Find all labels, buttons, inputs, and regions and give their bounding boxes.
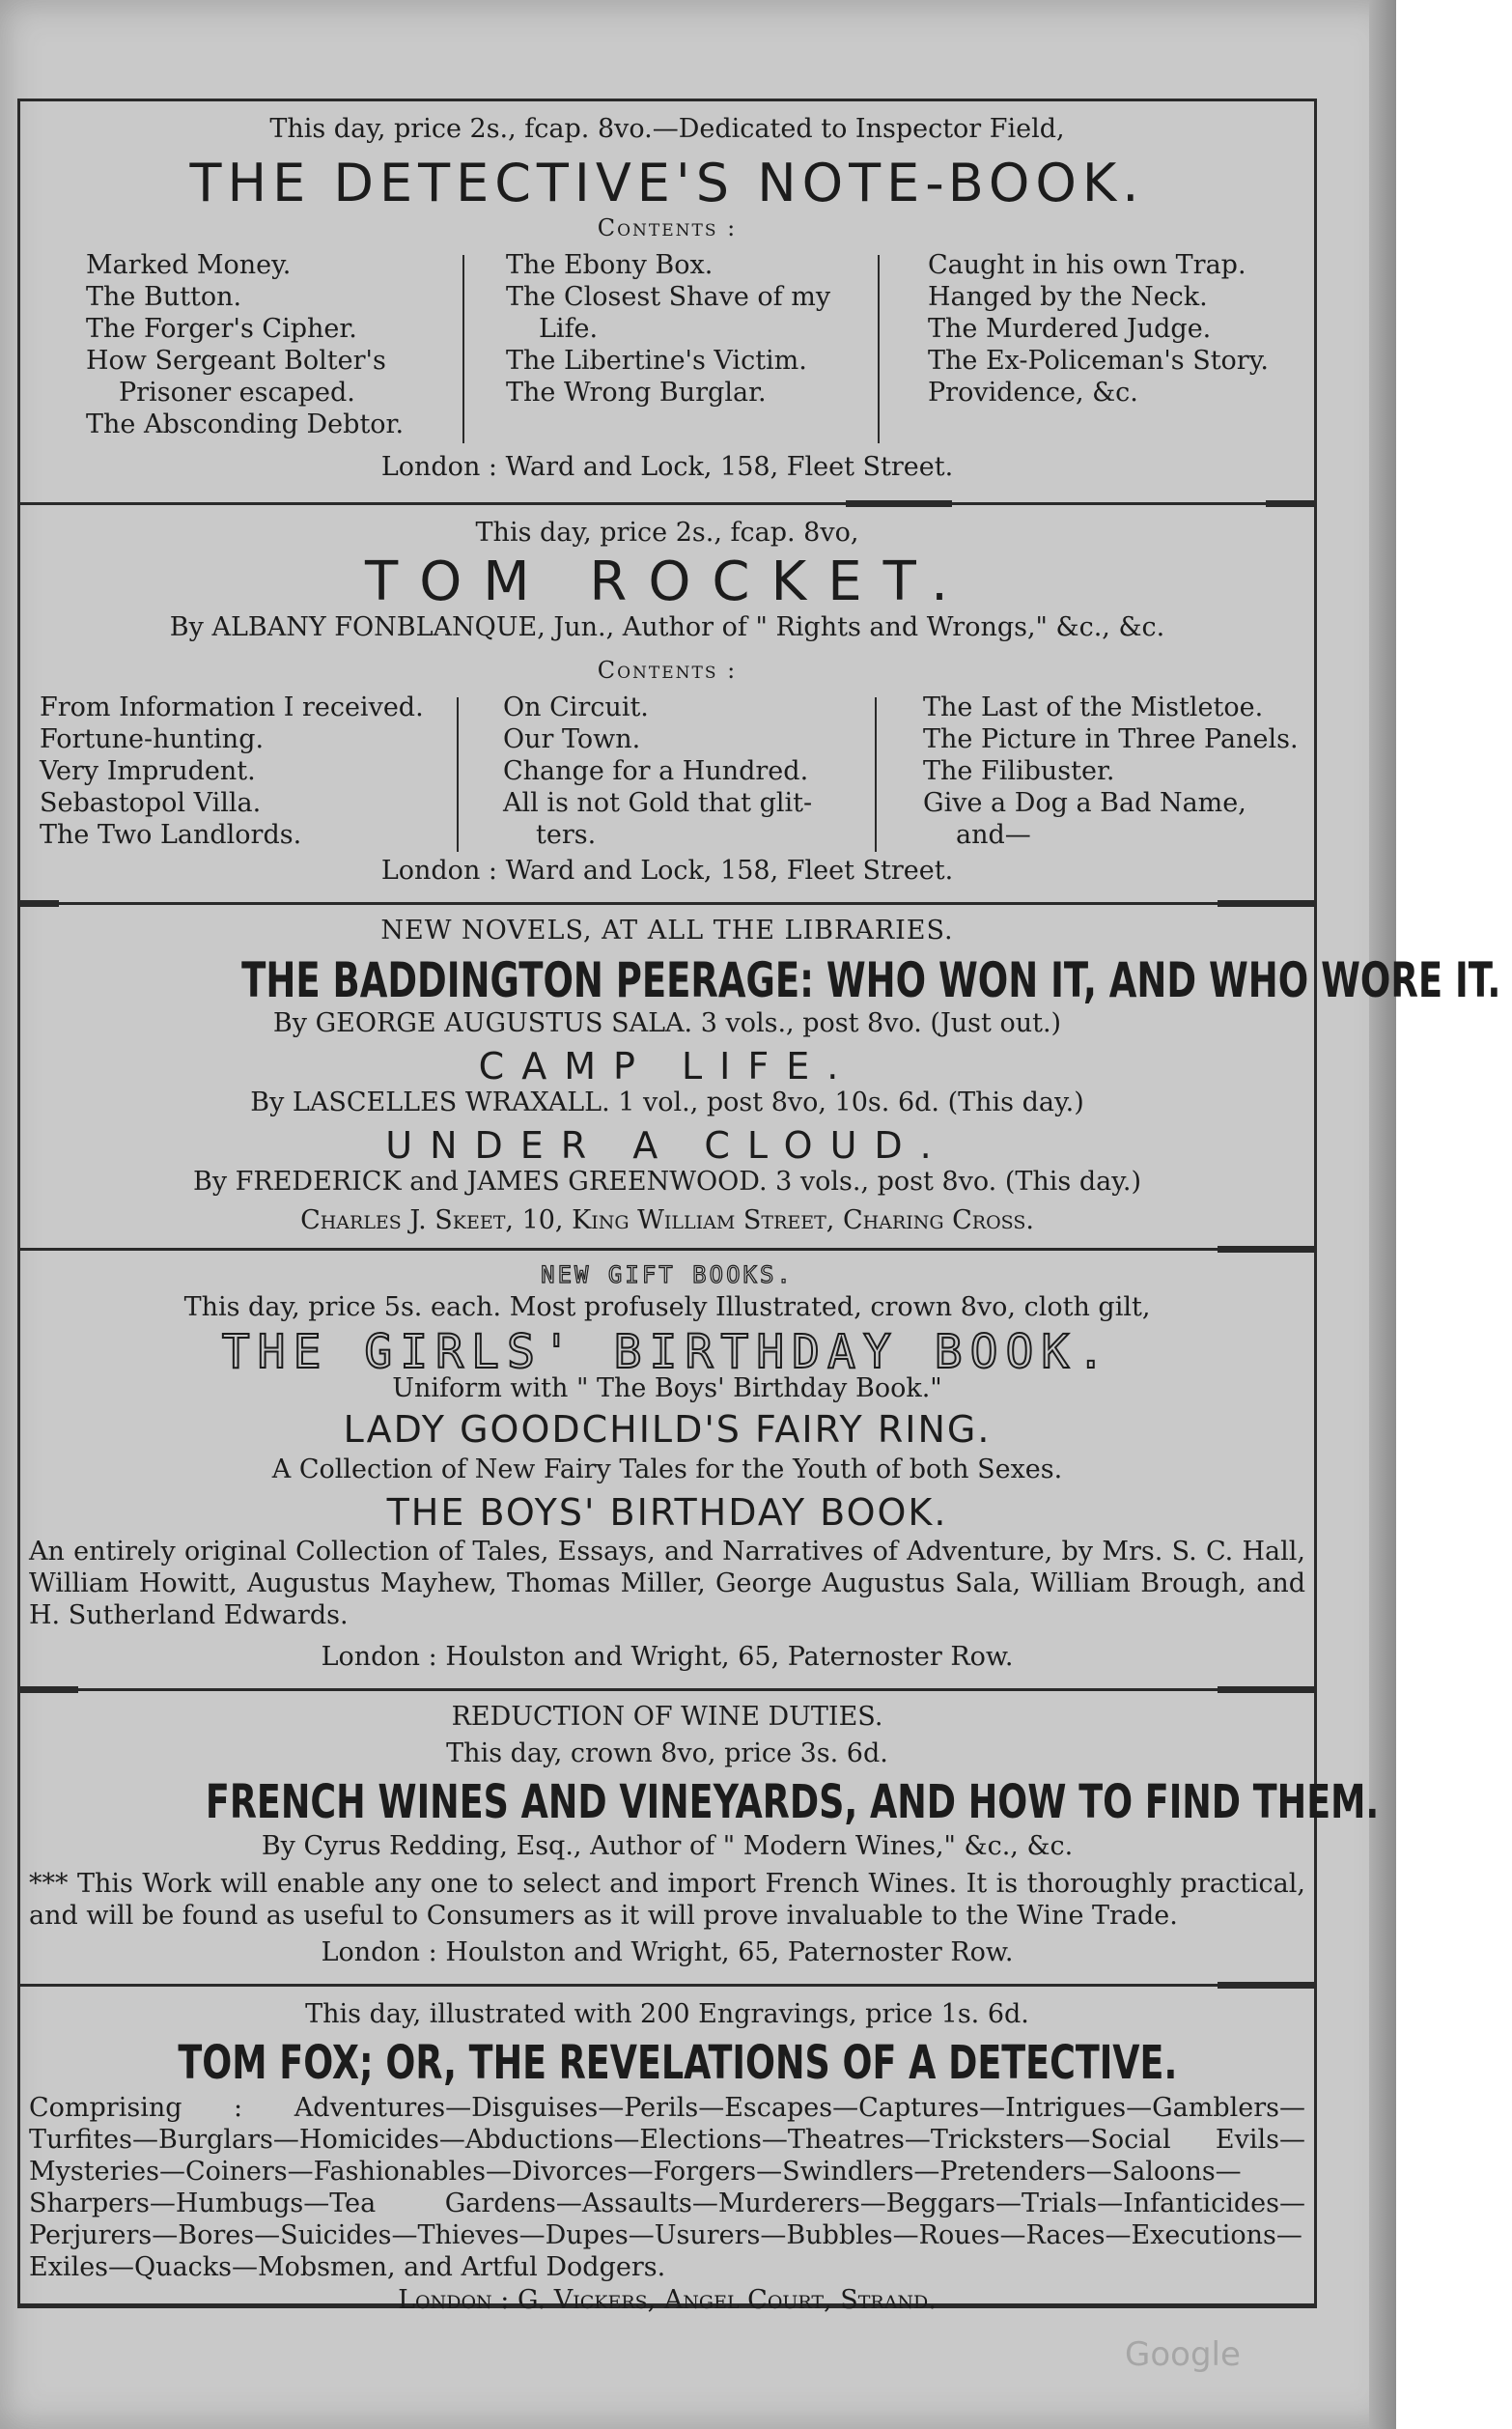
list-item: The Two Landlords. [40,820,302,850]
list-item: How Sergeant Bolter's [86,346,386,376]
section-divider [20,902,1314,905]
list-item: From Information I received. [40,692,424,722]
column-divider [878,255,880,443]
ad6-title: TOM FOX; OR, THE REVELATIONS OF A DETECTIVE. [178,2036,1178,2090]
list-item: Marked Money. [86,250,292,280]
ad2-byline: By ALBANY FONBLANQUE, Jun., Author of " Rights and Wrongs," &c., &c. [169,612,1165,642]
list-item: The Wrong Burglar. [506,378,767,408]
ad1-title: THE DETECTIVE'S NOTE-BOOK. [189,153,1145,213]
list-item: Sebastopol Villa. [40,788,262,818]
ad2-intro: This day, price 2s., fcap. 8vo, [475,518,859,548]
ad6-title-wrap [20,2036,1314,2090]
list-item: The Ebony Box. [506,250,714,280]
list-item: Providence, &c. [928,378,1138,408]
list-item: On Circuit. [503,692,649,722]
ad4-desc2: A Collection of New Fairy Tales for the Youth of both Sexes. [271,1455,1063,1484]
ad3-title3: UNDER A CLOUD. [385,1124,949,1167]
ad5-sub: This day, crown 8vo, price 3s. 6d. [446,1738,888,1768]
page-edge-shadow [1369,0,1396,2429]
list-item: The Murdered Judge. [928,314,1212,344]
ad3-title2: CAMP LIFE. [478,1045,856,1087]
section-divider [20,1984,1314,1987]
section-divider [20,1248,1314,1251]
ad2-col2 [503,692,889,851]
ad3-by2: By LASCELLES WRAXALL. 1 vol., post 8vo, 10s. 6d. (This day.) [250,1087,1084,1117]
ad4-publisher: London : Houlston and Wright, 65, Paternoster Row. [321,1642,1014,1672]
column-divider [875,697,877,852]
list-item: The Last of the Mistletoe. [923,692,1264,722]
ad5-publisher: London : Houlston and Wright, 65, Paternoster Row. [321,1937,1014,1967]
list-item: ters. [536,820,597,850]
ad4-title3: THE BOYS' BIRTHDAY BOOK. [386,1491,948,1534]
list-item: Very Imprudent. [40,756,256,786]
ad5-title-wrap [20,1775,1380,1829]
ad5-note: *** This Work will enable any one to select and import French Wines. It is thoroughly practical, and will be found as useful to Consumers as it will prove invaluable to the Wine Trade. [29,1869,1305,1931]
ad1-contents [20,249,1314,447]
digitizer-watermark: Google [1125,2335,1241,2374]
ad1-intro: This day, price 2s., fcap. 8vo.—Dedicated to Inspector Field, [269,114,1065,144]
list-item: Fortune-hunting. [40,724,265,754]
ad6-publisher: London : G. Vickers, Angel Court, Strand. [398,2285,937,2315]
ad4-intro: NEW GIFT BOOKS. [541,1261,794,1288]
ad3-publisher: Charles J. Skeet, 10, King William Street, Charing Cross. [300,1205,1034,1235]
ad1-contents-label: Contents : [597,214,738,241]
list-item: Life. [539,314,599,344]
column-divider [462,255,464,443]
ad5-byline: By Cyrus Redding, Esq., Author of " Modern Wines," &c., &c. [261,1831,1074,1861]
list-item: All is not Gold that glit- [503,788,813,818]
ad2-contents [20,692,1314,856]
ad3-by3: By FREDERICK and JAMES GREENWOOD. 3 vols., post 8vo. (This day.) [192,1167,1142,1197]
list-item: The Filibuster. [923,756,1115,786]
ad2-col3 [923,692,1314,851]
ad4-uniform: Uniform with " The Boys' Birthday Book." [392,1373,942,1403]
ad1-col1 [86,249,472,440]
ad3-by1: By GEORGE AUGUSTUS SALA. 3 vols., post 8vo. (Just out.) [272,1008,1062,1038]
list-item: The Button. [86,282,242,312]
list-item: The Picture in Three Panels. [923,724,1299,754]
list-item: Change for a Hundred. [503,756,809,786]
ad4-title1: THE GIRLS' BIRTHDAY BOOK. [221,1325,1113,1379]
ad2-contents-label: Contents : [597,657,738,684]
ad6-intro: This day, illustrated with 200 Engravings, price 1s. 6d. [305,1999,1029,2029]
ad3-title1-wrap [20,952,1501,1008]
section-divider [20,1688,1314,1691]
list-item: The Libertine's Victim. [506,346,807,376]
ad6-desc: Comprising : Adventures—Disguises—Perils—Escapes—Captures—Intrigues—Gamblers—Turfites—Burglars—Homicides—Abductions—Elections—Theatres—Tricksters—Social Evils—Mysteries—Coiners—Fashionables—Divorces—Forgers—Swindlers—Pretenders—Saloons—Sharpers—Humbugs—Tea Gardens—Assaults—Murderers—Beggars—Trials—Infanticides—Perjurers—Bores—Suicides—Thieves—Dupes—Usurers—Bubbles—Roues—Races—Executions—Exiles—Quacks—Mobsmen, and Artful Dodgers. [29,2093,1305,2282]
ad3-title1: THE BADDINGTON PEERAGE: WHO WON IT, AND WHO WORE IT. [241,952,1501,1008]
ad2-col1 [40,692,484,851]
ad4-sub: This day, price 5s. each. Most profusely Illustrated, crown 8vo, cloth gilt, [183,1292,1151,1322]
ad5-title: FRENCH WINES AND VINEYARDS, AND HOW TO FIND THEM. [205,1775,1380,1829]
list-item: The Absconding Debtor. [86,410,405,439]
list-item: Hanged by the Neck. [928,282,1208,312]
list-item: Give a Dog a Bad Name, [923,788,1246,818]
column-divider [457,697,459,852]
ad2-title: TOM ROCKET. [365,551,969,613]
list-item: Prisoner escaped. [119,378,355,408]
ad3-intro: NEW NOVELS, AT ALL THE LIBRARIES. [380,916,954,946]
list-item: The Forger's Cipher. [86,314,357,344]
ad1-col2 [506,249,892,409]
list-item: Our Town. [503,724,641,754]
ad2-publisher: London : Ward and Lock, 158, Fleet Street. [380,856,954,886]
list-item: The Ex-Policeman's Story. [928,346,1269,376]
ad4-desc3: An entirely original Collection of Tales, Essays, and Narratives of Adventure, by Mrs. S. C. Hall, William Howitt, Augustus Mayhew, Thomas Miller, George Augustus Sala, William Brough, and H. Sutherland Edwards. [29,1537,1305,1630]
list-item: Caught in his own Trap. [928,250,1246,280]
list-item: The Closest Shave of my [506,282,831,312]
ad1-col3 [928,249,1314,409]
ad5-intro: REDUCTION OF WINE DUTIES. [451,1702,883,1732]
list-item: and— [956,820,1031,850]
ad1-publisher: London : Ward and Lock, 158, Fleet Street. [380,452,954,482]
ad4-title2: LADY GOODCHILD'S FAIRY RING. [343,1408,992,1451]
section-divider [20,502,1314,505]
